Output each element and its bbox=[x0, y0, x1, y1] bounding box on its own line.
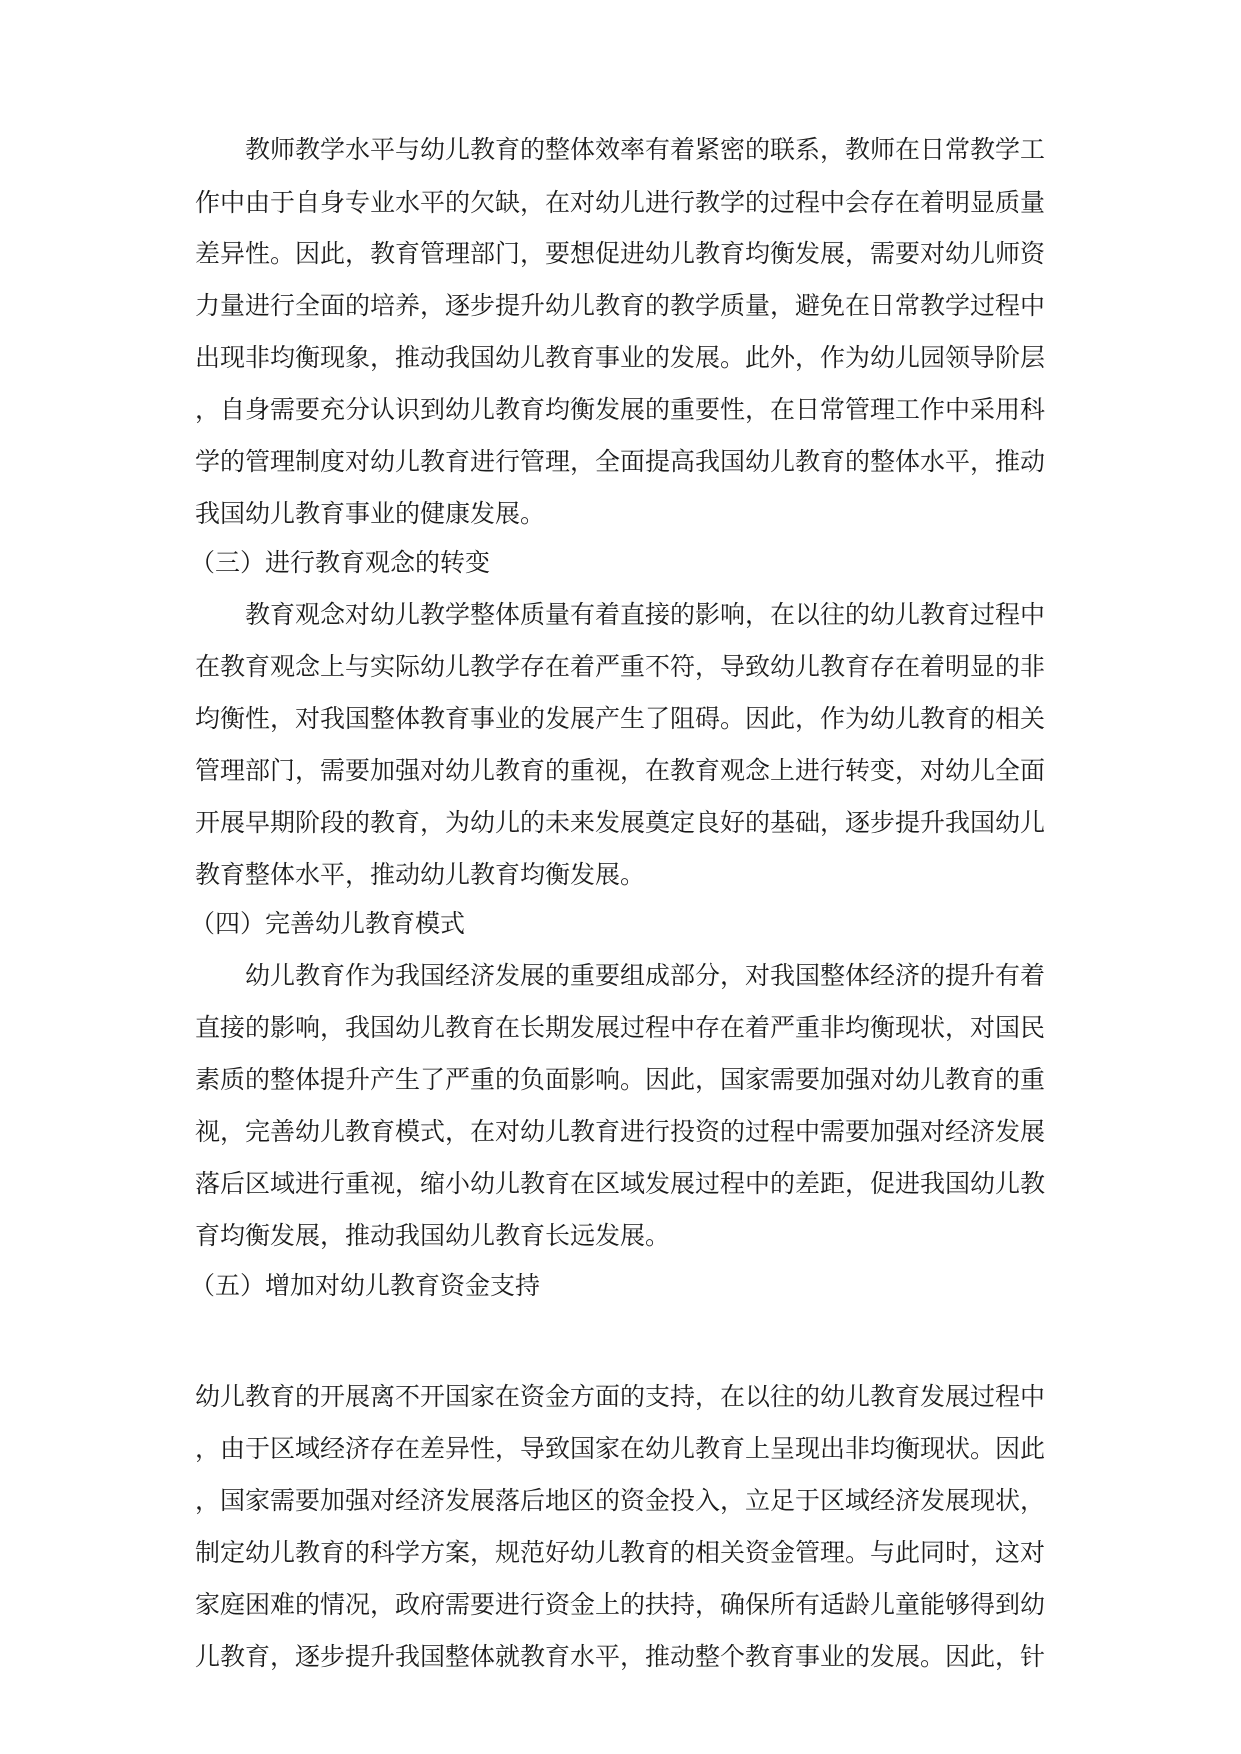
paragraph-line: 儿教育，逐步提升我国整体就教育水平，推动整个教育事业的发展。因此，针 bbox=[195, 1642, 1045, 1671]
paragraph-line: 教育观念对幼儿教学整体质量有着直接的影响，在以往的幼儿教育过程中 bbox=[245, 600, 1045, 629]
paragraph-line: 学的管理制度对幼儿教育进行管理，全面提高我国幼儿教育的整体水平，推动 bbox=[195, 447, 1045, 476]
paragraph-line: ，自身需要充分认识到幼儿教育均衡发展的重要性，在日常管理工作中采用科 bbox=[195, 395, 1045, 424]
paragraph-line: 教育整体水平，推动幼儿教育均衡发展。 bbox=[195, 860, 646, 889]
section-heading: （五）增加对幼儿教育资金支持 bbox=[190, 1271, 541, 1300]
paragraph-line: ，国家需要加强对经济发展落后地区的资金投入，立足于区域经济发展现状， bbox=[195, 1486, 1045, 1515]
paragraph-line: 幼儿教育的开展离不开国家在资金方面的支持，在以往的幼儿教育发展过程中 bbox=[195, 1382, 1045, 1411]
paragraph-line: 直接的影响，我国幼儿教育在长期发展过程中存在着严重非均衡现状，对国民 bbox=[195, 1013, 1045, 1042]
paragraph-line: 我国幼儿教育事业的健康发展。 bbox=[195, 499, 546, 528]
paragraph-line: 视，完善幼儿教育模式，在对幼儿教育进行投资的过程中需要加强对经济发展 bbox=[195, 1117, 1045, 1146]
paragraph-line: 落后区域进行重视，缩小幼儿教育在区域发展过程中的差距，促进我国幼儿教 bbox=[195, 1169, 1045, 1198]
paragraph-line: 开展早期阶段的教育，为幼儿的未来发展奠定良好的基础，逐步提升我国幼儿 bbox=[195, 808, 1045, 837]
paragraph-line: 素质的整体提升产生了严重的负面影响。因此，国家需要加强对幼儿教育的重 bbox=[195, 1065, 1045, 1094]
paragraph-line: 制定幼儿教育的科学方案，规范好幼儿教育的相关资金管理。与此同时，这对 bbox=[195, 1538, 1045, 1567]
paragraph-line: 幼儿教育作为我国经济发展的重要组成部分，对我国整体经济的提升有着 bbox=[245, 961, 1045, 990]
paragraph-line: 作中由于自身专业水平的欠缺，在对幼儿进行教学的过程中会存在着明显质量 bbox=[195, 188, 1045, 217]
section-heading: （四）完善幼儿教育模式 bbox=[190, 909, 466, 938]
paragraph-line: 管理部门，需要加强对幼儿教育的重视，在教育观念上进行转变，对幼儿全面 bbox=[195, 756, 1045, 785]
paragraph-line: 家庭困难的情况，政府需要进行资金上的扶持，确保所有适龄儿童能够得到幼 bbox=[195, 1590, 1045, 1619]
paragraph-line: 育均衡发展，推动我国幼儿教育长远发展。 bbox=[195, 1221, 671, 1250]
paragraph-line: 力量进行全面的培养，逐步提升幼儿教育的教学质量，避免在日常教学过程中 bbox=[195, 291, 1045, 320]
paragraph-line: 在教育观念上与实际幼儿教学存在着严重不符，导致幼儿教育存在着明显的非 bbox=[195, 652, 1045, 681]
paragraph-line: ，由于区域经济存在差异性，导致国家在幼儿教育上呈现出非均衡现状。因此 bbox=[195, 1434, 1045, 1463]
paragraph-line: 教师教学水平与幼儿教育的整体效率有着紧密的联系，教师在日常教学工 bbox=[245, 135, 1045, 164]
paragraph-line: 出现非均衡现象，推动我国幼儿教育事业的发展。此外，作为幼儿园领导阶层 bbox=[195, 343, 1045, 372]
paragraph-line: 差异性。因此，教育管理部门，要想促进幼儿教育均衡发展，需要对幼儿师资 bbox=[195, 239, 1045, 268]
section-heading: （三）进行教育观念的转变 bbox=[190, 548, 491, 577]
paragraph-line: 均衡性，对我国整体教育事业的发展产生了阻碍。因此，作为幼儿教育的相关 bbox=[195, 704, 1045, 733]
